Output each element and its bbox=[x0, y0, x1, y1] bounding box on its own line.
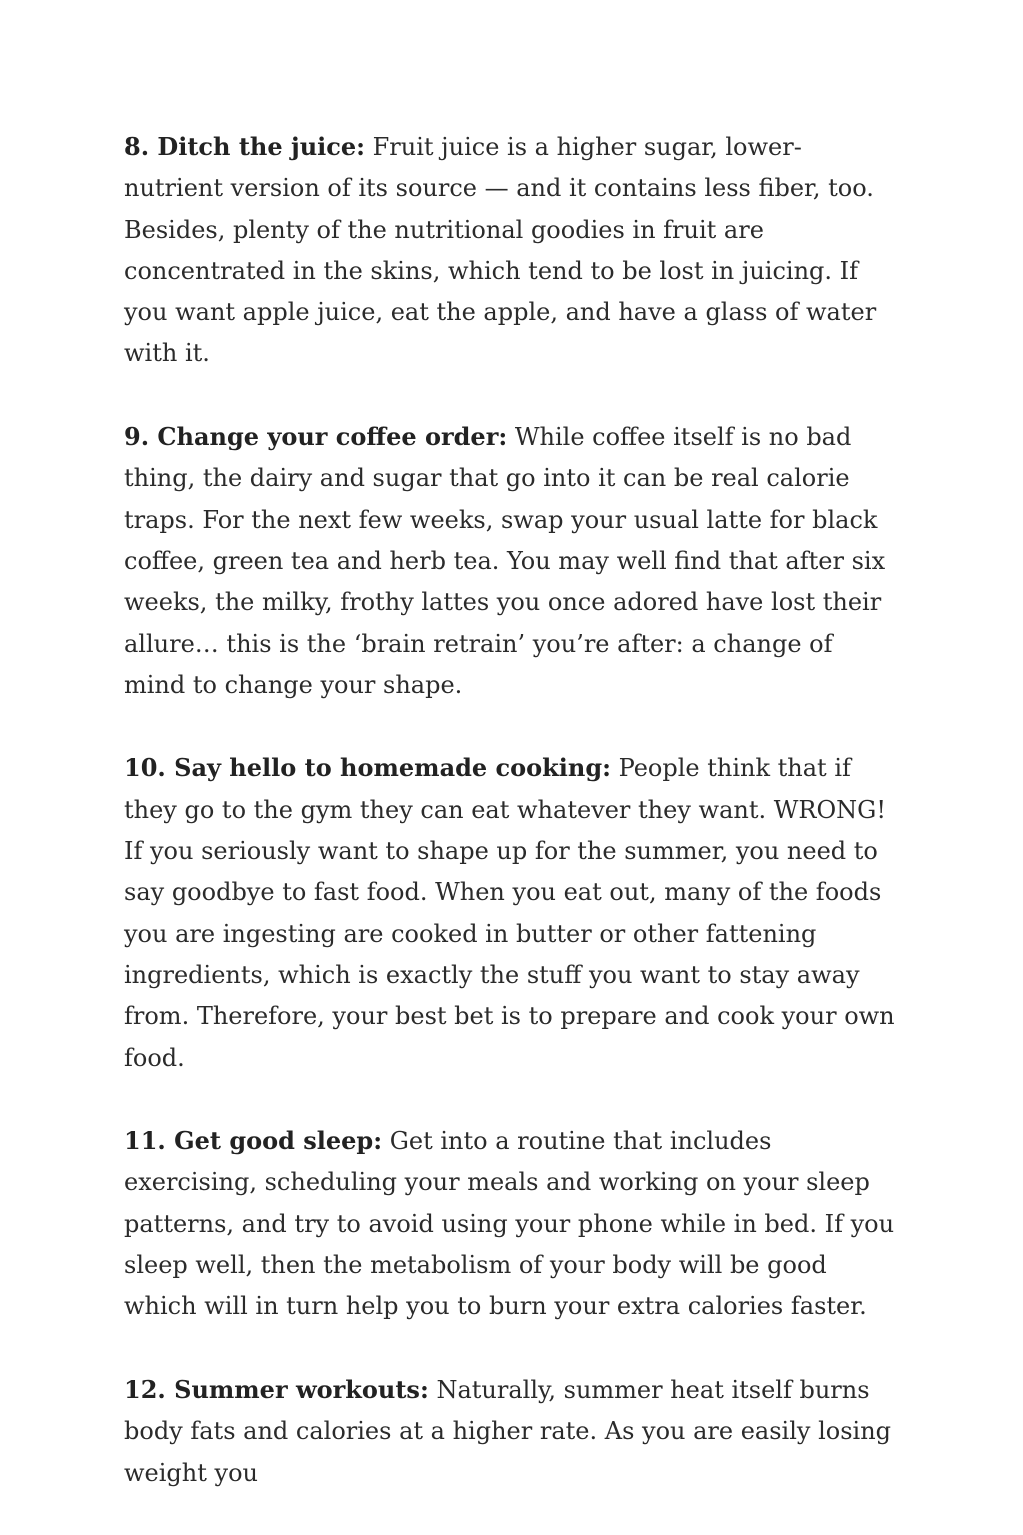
tip-paragraph bbox=[124, 747, 899, 1078]
document-page bbox=[124, 126, 899, 1535]
tip-body: While coffee itself is no bad thing, the dairy and sugar that go into it can be real calorie traps. For the next few weeks, swap your usual latte for black coffee, green tea and herb tea. You may well find that after six weeks, the milky, frothy lattes you once adored have lost their allure… this is the ‘brain retrain’ you’re after: a change of mind to change your shape. bbox=[124, 423, 886, 699]
tip-heading: 12. Summer workouts: bbox=[124, 1374, 429, 1404]
tip-paragraph bbox=[124, 416, 899, 706]
tip-heading: 10. Say hello to homemade cooking: bbox=[124, 753, 611, 783]
tip-heading: 8. Ditch the juice: bbox=[124, 132, 365, 161]
tip-heading: 11. Get good sleep: bbox=[124, 1126, 383, 1156]
tip-body: Naturally, summer heat itself burns body fats and calories at a higher rate. As you are easily losing weight you bbox=[124, 1375, 892, 1487]
tip-paragraph bbox=[124, 1120, 899, 1327]
tip-body: People think that if they go to the gym they can eat whatever they want. WRONG! If you seriously want to shape up for the summer, you need to say goodbye to fast food. When you eat out, many of the foods you are ingesting are cooked in butter or other fattening ingredients, which is exactly the stuff you want to stay away from. Therefore, your best bet is to prepare and cook your own food. bbox=[124, 754, 895, 1072]
tip-paragraph bbox=[124, 1369, 899, 1494]
tip-body: Get into a routine that includes exercising, scheduling your meals and working on your sleep patterns, and try to avoid using your phone while in bed. If you sleep well, then the metabolism of your body will be good which will in turn help you to burn your extra calories faster. bbox=[124, 1127, 895, 1321]
tip-heading: 9. Change your coffee order: bbox=[124, 422, 508, 452]
tip-body: Fruit juice is a higher sugar, lower-nutrient version of its source — and it contains less fiber, too. Besides, plenty of the nutritional goodies in fruit are concentrated in the skins, which tend to be lost in juicing. If you want apple juice, eat the apple, and have a glass of water with it. bbox=[124, 133, 877, 368]
tip-paragraph bbox=[124, 126, 899, 375]
